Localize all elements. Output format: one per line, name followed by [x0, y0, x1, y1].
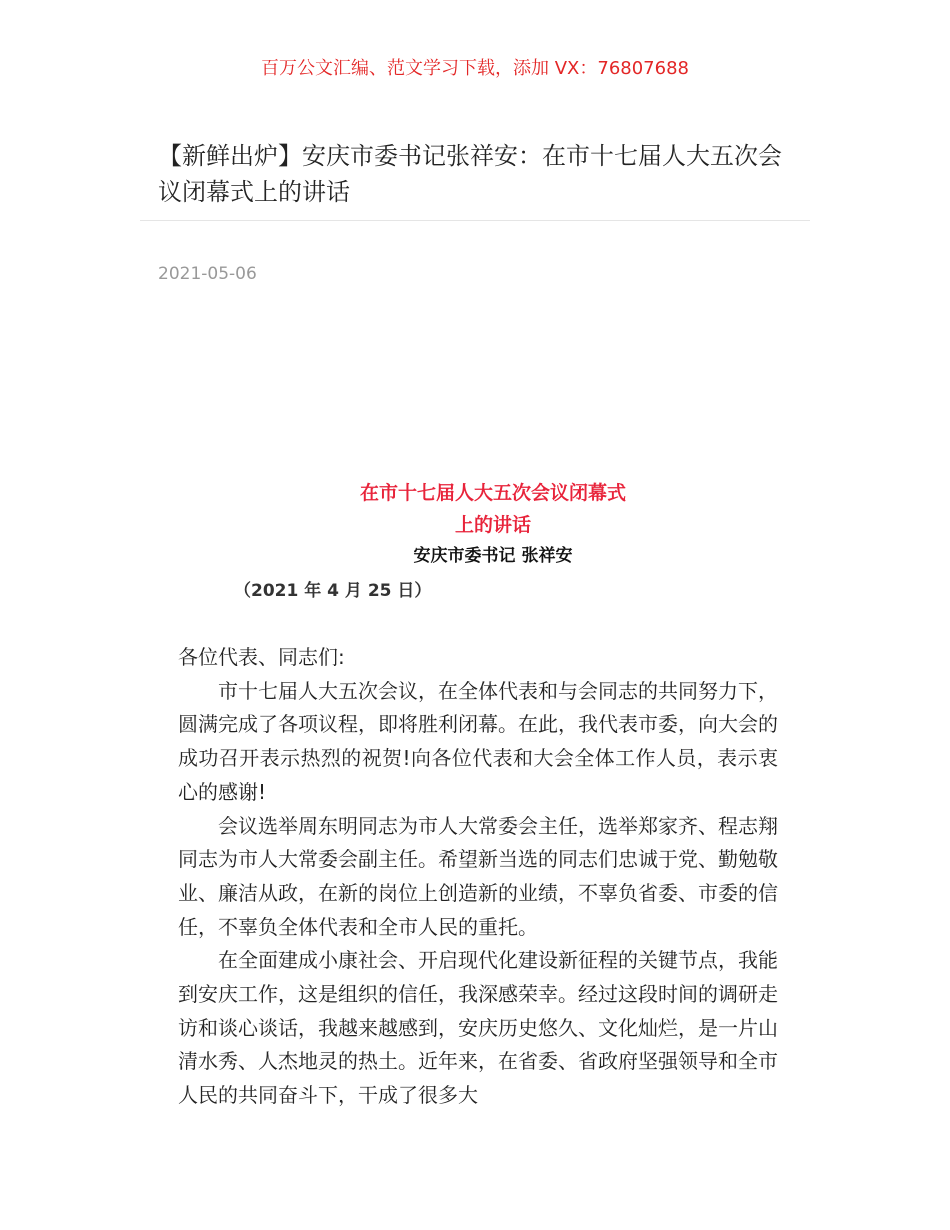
- body-paragraph: 会议选举周东明同志为市人大常委会主任，选举郑家齐、程志翔同志为市人大常委会副主任。希望新当选的同志们忠诚于党、勤勉敬业、廉洁从政，在新的岗位上创造新的业绩，不辜负省委、市委的信任，不辜负全体代表和全市人民的重托。: [178, 813, 778, 939]
- publish-date: 2021-05-06: [158, 264, 257, 284]
- speech-title-line-1: 在市十七届人大五次会议闭幕式: [359, 482, 626, 504]
- speech-date: （2021 年 4 月 25 日）: [234, 581, 432, 601]
- speech-body: [178, 641, 778, 1113]
- speaker-byline: 安庆市委书记 张祥安: [413, 546, 573, 566]
- promo-banner: 百万公文汇编、范文学习下载，添加 VX：76807688: [261, 58, 689, 79]
- article-title: 【新鲜出炉】安庆市委书记张祥安：在市十七届人大五次会议闭幕式上的讲话: [158, 142, 782, 206]
- body-paragraph: 市十七届人大五次会议，在全体代表和与会同志的共同努力下，圆满完成了各项议程，即将胜利闭幕。在此，我代表市委，向大会的成功召开表示热烈的祝贺!向各位代表和大会全体工作人员，表示衷心的感谢!: [178, 678, 778, 804]
- body-paragraph: 在全面建成小康社会、开启现代化建设新征程的关键节点，我能到安庆工作，这是组织的信任，我深感荣幸。经过这段时间的调研走访和谈心谈话，我越来越感到，安庆历史悠久、文化灿烂，是一片山清水秀、人杰地灵的热土。近年来，在省委、省政府坚强领导和全市人民的共同奋斗下，干成了很多大: [178, 948, 778, 1108]
- greeting: 各位代表、同志们:: [178, 645, 345, 669]
- title-divider: [140, 220, 810, 221]
- speech-title-line-2: 上的讲话: [454, 514, 531, 536]
